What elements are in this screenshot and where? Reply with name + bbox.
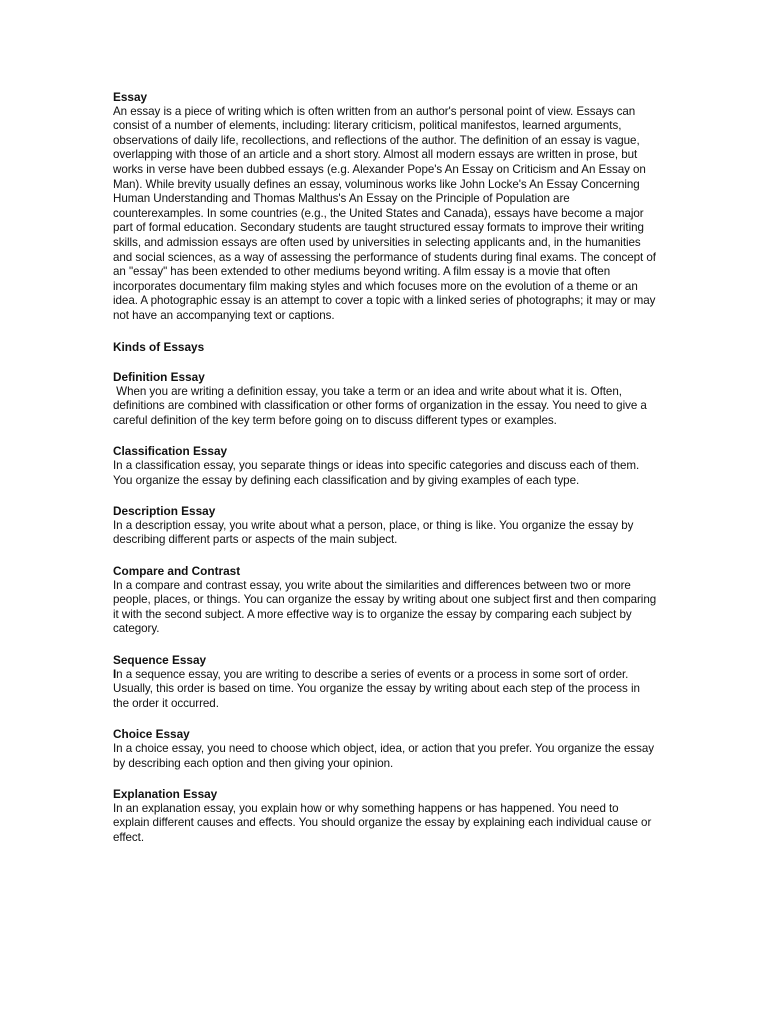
drop-lead-letter: I — [113, 667, 117, 681]
intro-body: An essay is a piece of writing which is often written from an author's personal point of view. Essays can consist of a number of elements, including: literary criticism, political manifestos, learned arguments, observations of daily life, recollections, and reflections of the author. The definition of an essay is vague, overlapping with those of an article and a short story. Almost all modern essays are written in prose, but works in verse have been dubbed essays (e.g. Alexander Pope's An Essay on Criticism and An Essay on Man). While brevity usually defines an essay, voluminous works like John Locke's An Essay Concerning Human Understanding and Thomas Malthus's An Essay on the Principle of Population are counterexamples. In some countries (e.g., the United States and Canada), essays have become a major part of formal education. Secondary students are taught structured essay formats to improve their writing skills, and admission essays are often used by universities in selecting applicants and, in the humanities and social sciences, as a way of assessing the performance of students during final exams. The concept of an "essay" has been extended to other mediums beyond writing. A film essay is a movie that often incorporates documentary film making styles and which focuses more on the evolution of a theme or an idea. A photographic essay is an attempt to cover a topic with a linked series of photographs; it may or may not have an accompanying text or captions. — [113, 104, 656, 322]
section-body: In a classification essay, you separate things or ideas into specific categories and discuss each of them. You organize the essay by defining each classification and by giving examples of each type. — [113, 459, 640, 487]
section-description-essay — [113, 504, 658, 548]
section-definition-essay — [113, 370, 658, 428]
section-explanation-essay — [113, 787, 658, 845]
section-choice-essay — [113, 727, 658, 771]
intro-section — [113, 90, 658, 324]
section-body: n a sequence essay, you are writing to describe a series of events or a process in some sort of order. Usually, this order is based on time. You organize the essay by writing about each step of the process in the order it occurred. — [113, 667, 640, 710]
section-body-paragraph — [113, 668, 658, 712]
section-body: When you are writing a definition essay, you take a term or an idea and write about what it is. Often, definitions are combined with classification or other forms of organization in the essay. You need to give a careful definition of the key term before going on to discuss different types or examples. — [113, 384, 650, 427]
section-sequence-essay — [113, 653, 658, 711]
section-body: In an explanation essay, you explain how or why something happens or has happened. You need to explain different causes and effects. You should organize the essay by explaining each individual cause or effect. — [113, 801, 652, 844]
section-heading: Definition Essay — [113, 370, 205, 385]
section-heading: Description Essay — [113, 504, 216, 519]
section-heading: Explanation Essay — [113, 787, 218, 802]
section-body: In a choice essay, you need to choose which object, idea, or action that you prefer. You organize the essay by describing each option and then giving your opinion. — [113, 741, 654, 770]
kinds-heading: Kinds of Essays — [113, 339, 205, 354]
section-heading: Sequence Essay — [113, 653, 207, 667]
section-heading: Classification Essay — [113, 444, 228, 459]
section-classification-essay — [113, 444, 658, 488]
intro-heading: Essay — [113, 90, 148, 104]
section-body: In a description essay, you write about what a person, place, or thing is like. You organize the essay by describing different parts or aspects of the main subject. — [113, 518, 634, 547]
section-body: In a compare and contrast essay, you write about the similarities and differences between two or more people, places, or things. You can organize the essay by writing about one subject first and then comparing it with the second subject. A more effective way is to organize the essay by comparing each subject by category. — [113, 578, 657, 636]
section-heading: Choice Essay — [113, 727, 190, 742]
section-heading: Compare and Contrast — [113, 564, 241, 579]
section-compare-and-contrast — [113, 564, 658, 637]
